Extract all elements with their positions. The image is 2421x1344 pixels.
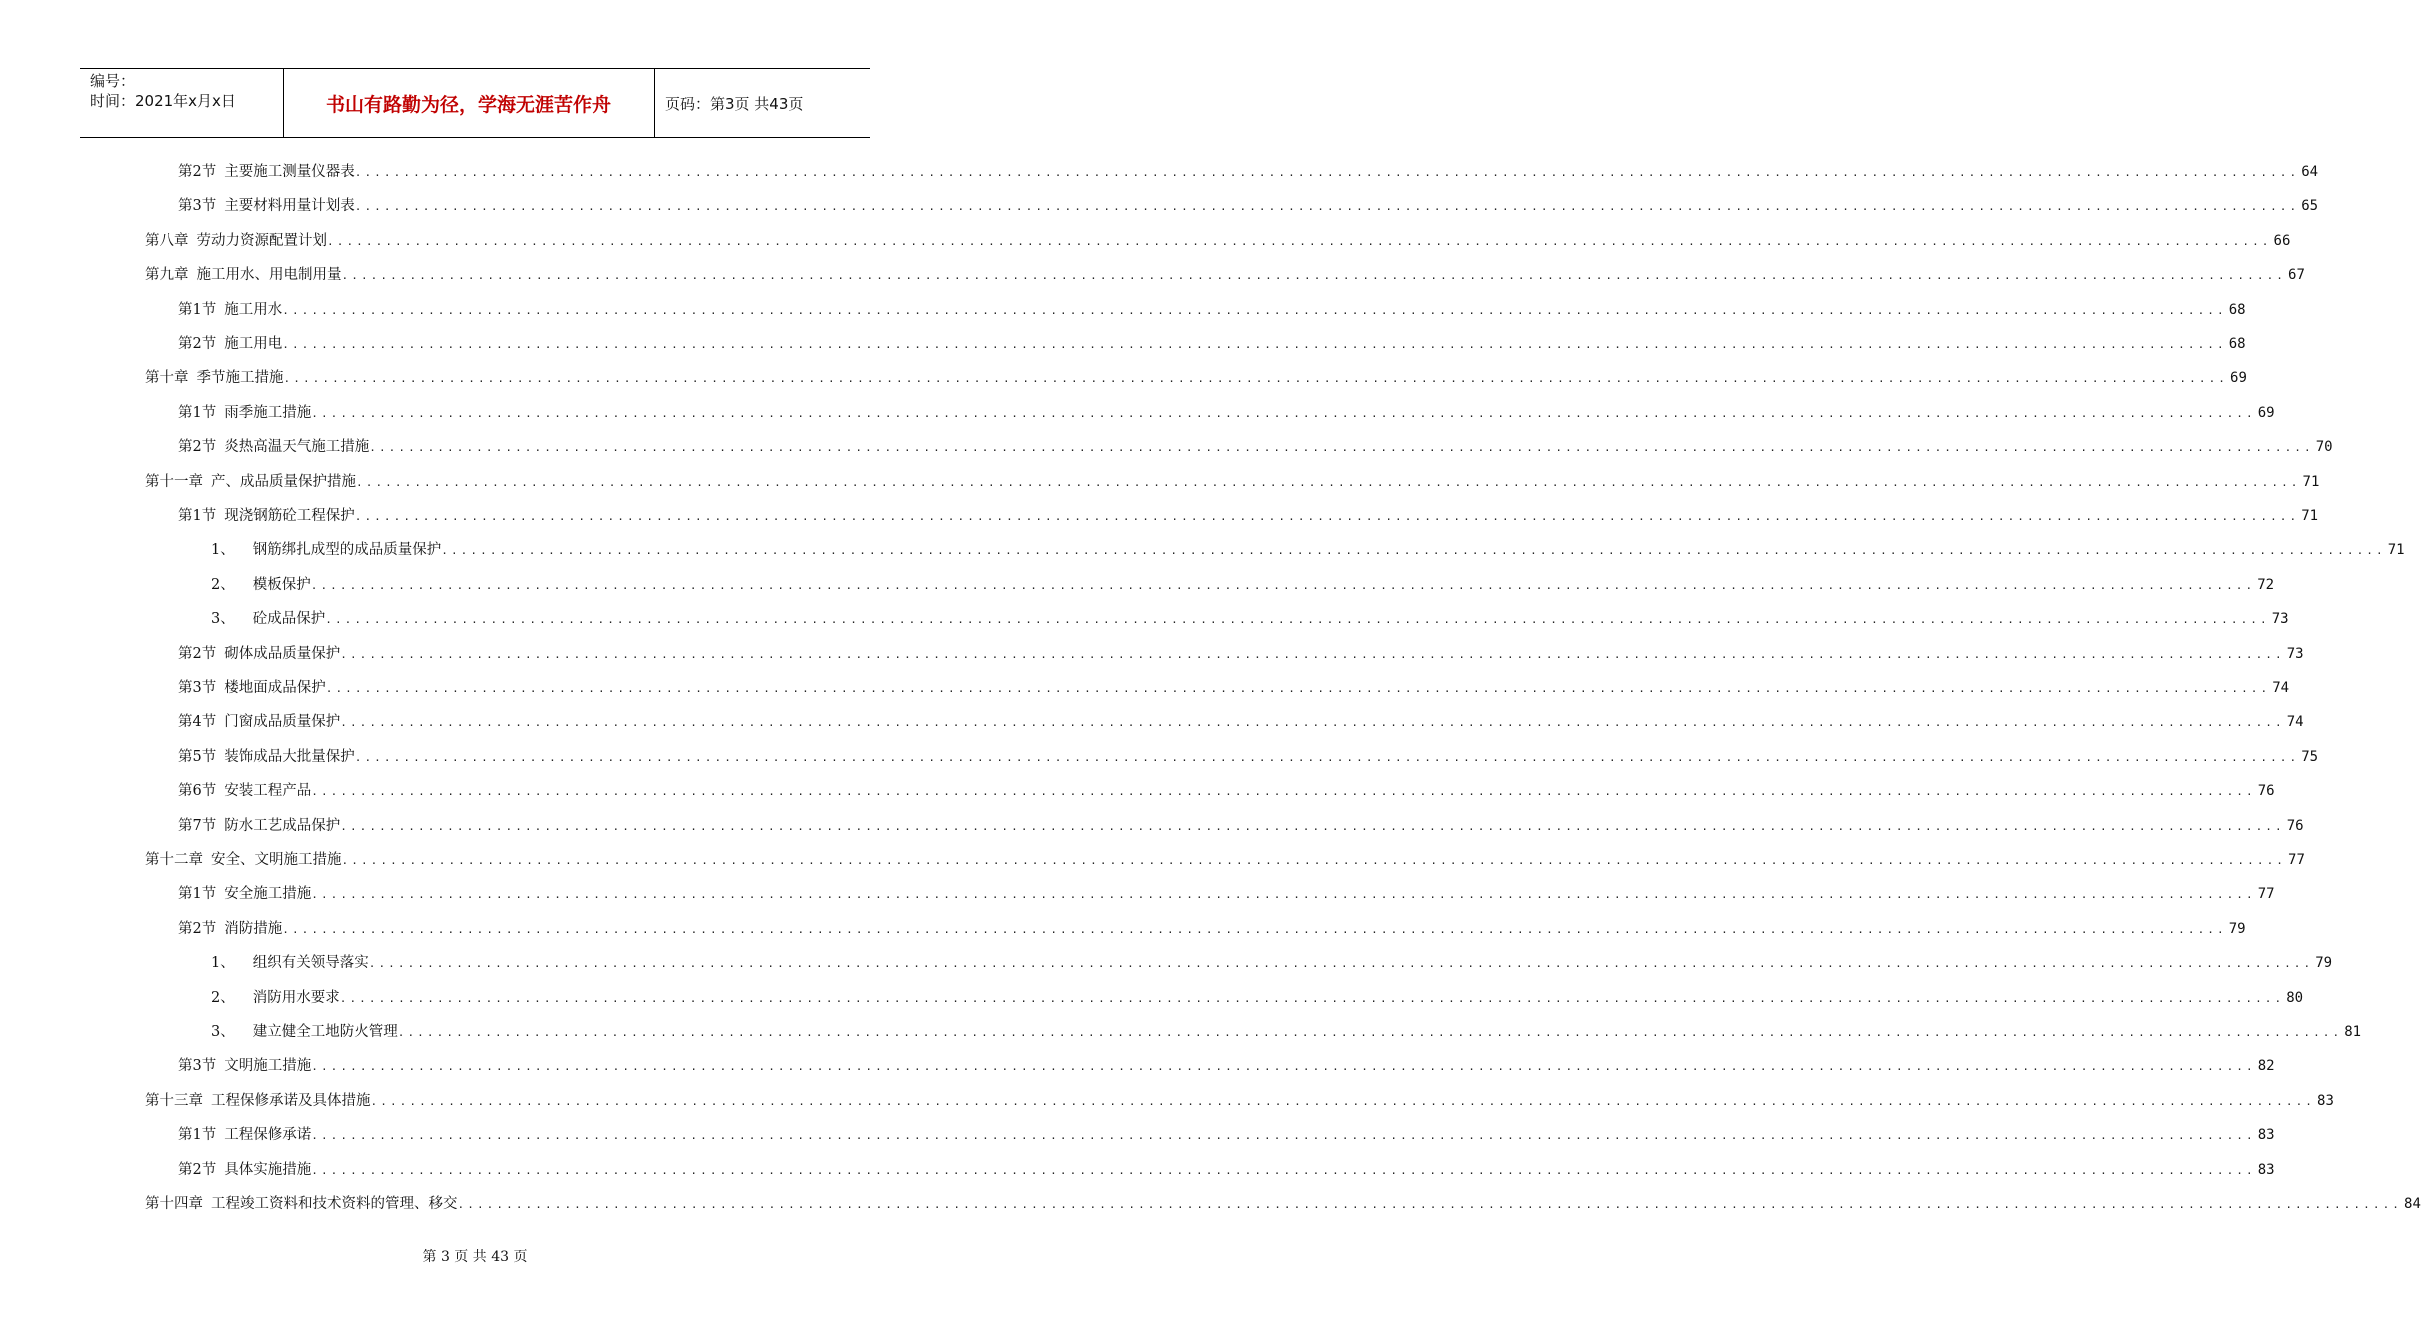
toc-dot-leader: ........................................................................................................................................................................................................ (341, 269, 2287, 283)
toc-entry-title: 消防措施 (224, 920, 283, 937)
toc-entry[interactable] (178, 1056, 2275, 1076)
toc-dot-leader: ........................................................................................................................................................................................................ (354, 166, 2300, 179)
toc-dot-leader: ........................................................................................................................................................................................................ (368, 957, 2314, 971)
toc-entry-page: 82 (2257, 1058, 2275, 1075)
toc-entry-title: 劳动力资源配置计划 (196, 232, 327, 249)
toc-entry-page: 71 (2302, 473, 2320, 490)
toc-entry[interactable] (178, 781, 2275, 801)
toc-dot-leader: ........................................................................................................................................................................................................ (341, 854, 2287, 867)
toc-entry[interactable] (178, 1160, 2275, 1180)
toc-entry-title: 季节施工措施 (196, 370, 284, 387)
toc-entry-page: 68 (2228, 301, 2246, 318)
toc-entry-page: 77 (2288, 852, 2305, 868)
toc-entry[interactable] (145, 265, 2305, 285)
number-label: 编号： (90, 72, 136, 90)
toc-entry-number: 第1节 (178, 508, 217, 524)
toc-entry-title: 施工用水、用电制用量 (196, 267, 342, 284)
toc-entry-page: 64 (2301, 164, 2319, 180)
toc-entry[interactable] (178, 506, 2319, 526)
toc-entry-number: 第十二章 (145, 852, 203, 868)
toc-entry[interactable] (145, 472, 2320, 492)
toc-dot-leader: ........................................................................................................................................................................................................ (311, 1129, 2256, 1143)
toc-entry-label (178, 781, 311, 801)
toc-entry-title: 安装工程产品 (224, 783, 312, 800)
toc-entry-number: 第1节 (178, 301, 217, 318)
toc-entry-page: 75 (2301, 748, 2319, 765)
toc-entry-page: 73 (2286, 645, 2304, 662)
toc-entry[interactable] (145, 1194, 2421, 1214)
toc-entry-number: 第3节 (178, 680, 217, 696)
toc-entry-title: 防水工艺成品保护 (224, 817, 341, 834)
toc-dot-leader: ........................................................................................................................................................................................................ (282, 922, 2227, 936)
toc-dot-leader: ........................................................................................................................................................................................................ (283, 372, 2229, 386)
toc-entry[interactable] (178, 919, 2246, 939)
toc-entry-label (178, 747, 355, 767)
toc-entry-page: 71 (2301, 508, 2319, 524)
toc-entry-title: 工程竣工资料和技术资料的管理、移交 (211, 1196, 458, 1212)
toc-dot-leader: ........................................................................................................................................................................................................ (441, 544, 2386, 558)
toc-dot-leader: ........................................................................................................................................................................................................ (354, 510, 2300, 523)
toc-entry-title: 砌体成品质量保护 (224, 645, 341, 662)
toc-entry-number: 1、 (211, 955, 235, 972)
toc-dot-leader: ........................................................................................................................................................................................................ (282, 303, 2227, 317)
toc-entry-number: 第7节 (178, 817, 217, 834)
toc-entry-number: 3、 (211, 611, 235, 628)
toc-entry-number: 2、 (211, 989, 235, 1006)
toc-entry-number: 第十一章 (145, 473, 203, 490)
toc-dot-leader: ........................................................................................................................................................................................................ (325, 682, 2271, 695)
page-footer: 第 3 页 共 43 页 (422, 1249, 528, 1265)
header-motto: 书山有路勤为径，学海无涯苦作舟 (283, 69, 655, 137)
toc-entry-title: 炎热高温天气施工措施 (224, 439, 370, 456)
toc-entry-title: 具体实施措施 (224, 1161, 312, 1178)
toc-entry-page: 73 (2271, 611, 2289, 628)
toc-entry[interactable] (178, 712, 2304, 732)
toc-entry-number: 第2节 (178, 645, 217, 662)
toc-entry-number: 第1节 (178, 404, 217, 421)
toc-entry[interactable] (211, 575, 2275, 595)
toc-dot-leader: ........................................................................................................................................................................................................ (397, 1026, 2343, 1039)
toc-entry-title: 消防用水要求 (252, 989, 340, 1006)
toc-dot-leader: ........................................................................................................................................................................................................ (354, 200, 2300, 214)
toc-dot-leader: ........................................................................................................................................................................................................ (340, 716, 2285, 730)
toc-entry-label (178, 919, 282, 939)
toc-entry-page: 74 (2272, 680, 2290, 696)
toc-entry-number: 3、 (211, 1024, 235, 1040)
toc-entry-page: 80 (2286, 989, 2304, 1006)
toc-entry-title: 楼地面成品保护 (224, 680, 326, 696)
toc-entry-number: 第2节 (178, 164, 217, 180)
toc-entry[interactable] (145, 850, 2305, 870)
toc-entry-number: 第十章 (145, 370, 189, 387)
toc-entry-number: 第2节 (178, 1161, 217, 1178)
toc-entry[interactable] (178, 644, 2304, 664)
toc-entry[interactable] (178, 403, 2275, 423)
toc-entry-number: 第2节 (178, 920, 217, 937)
toc-entry[interactable] (178, 196, 2319, 216)
toc-entry-title: 工程保修承诺 (224, 1127, 312, 1144)
toc-entry[interactable] (178, 884, 2275, 904)
toc-entry[interactable] (178, 300, 2246, 320)
toc-dot-leader: ........................................................................................................................................................................................................ (356, 475, 2301, 489)
toc-entry-number: 第2节 (178, 439, 217, 456)
toc-entry-label (211, 953, 369, 973)
toc-entry-number: 第2节 (178, 336, 217, 352)
toc-entry-number: 第4节 (178, 714, 217, 731)
toc-entry-label (145, 265, 342, 285)
toc-entry-page: 81 (2344, 1024, 2362, 1040)
toc-entry[interactable] (145, 368, 2247, 388)
toc-entry[interactable] (211, 540, 2405, 560)
toc-entry-number: 第1节 (178, 886, 217, 903)
toc-entry-label (178, 712, 340, 732)
toc-entry-number: 第八章 (145, 232, 189, 249)
toc-entry-number: 第九章 (145, 267, 189, 284)
toc-entry[interactable] (145, 231, 2291, 251)
toc-entry-title: 主要施工测量仪器表 (224, 164, 355, 180)
toc-entry[interactable] (211, 988, 2304, 1008)
toc-entry-title: 雨季施工措施 (224, 404, 312, 421)
toc-entry-title: 施工用电 (224, 336, 283, 352)
toc-dot-leader: ........................................................................................................................................................................................................ (311, 1060, 2256, 1074)
toc-entry-title: 主要材料用量计划表 (224, 198, 355, 215)
toc-entry-label (178, 678, 326, 698)
toc-entry-title: 砼成品保护 (252, 611, 326, 628)
toc-dot-leader: ........................................................................................................................................................................................................ (340, 647, 2285, 661)
toc-entry-number: 2、 (211, 576, 235, 593)
toc-entry-label (211, 575, 311, 595)
toc-entry-label (145, 472, 356, 492)
toc-entry-title: 门窗成品质量保护 (224, 714, 341, 731)
toc-entry-number: 1、 (211, 542, 235, 559)
toc-entry-title: 钢筋绑扎成型的成品质量保护 (252, 542, 442, 559)
toc-entry-label (211, 540, 441, 560)
toc-entry-page: 77 (2257, 886, 2275, 903)
toc-entry-label (145, 368, 284, 388)
toc-entry-page: 83 (2257, 1127, 2275, 1144)
toc-dot-leader: ........................................................................................................................................................................................................ (327, 234, 2272, 248)
toc-entry-number: 第1节 (178, 1127, 217, 1144)
toc-entry-title: 安全施工措施 (224, 886, 312, 903)
toc-entry-label (178, 1056, 311, 1076)
toc-entry-title: 组织有关领导落实 (252, 955, 369, 972)
toc-entry-number: 第十四章 (145, 1196, 203, 1212)
toc-entry-number: 第6节 (178, 783, 217, 800)
toc-entry-title: 工程保修承诺及具体措施 (211, 1092, 371, 1109)
toc-entry-page: 69 (2230, 370, 2247, 387)
toc-entry-page: 76 (2286, 817, 2304, 834)
date-label: 时间：2021年x月x日 (90, 92, 236, 110)
toc-entry-label (211, 988, 340, 1008)
toc-entry-label (145, 1091, 371, 1111)
toc-entry-page: 70 (2315, 439, 2333, 456)
toc-dot-leader: ........................................................................................................................................................................................................ (457, 1198, 2403, 1211)
toc-entry-label (178, 437, 369, 457)
toc-dot-leader: ........................................................................................................................................................................................................ (340, 819, 2285, 833)
toc-entry-label (211, 1022, 398, 1042)
toc-entry-page: 83 (2317, 1092, 2334, 1109)
toc-entry-page: 83 (2257, 1161, 2275, 1178)
toc-entry-label (178, 196, 355, 216)
toc-entry-title: 安全、文明施工措施 (211, 852, 342, 868)
toc-entry[interactable] (178, 334, 2246, 354)
toc-entry-label (178, 334, 282, 354)
toc-dot-leader: ........................................................................................................................................................................................................ (339, 991, 2285, 1005)
toc-entry-label (178, 162, 355, 182)
toc-entry-title: 现浇钢筋砼工程保护 (224, 508, 355, 524)
toc-entry-label (178, 1125, 311, 1145)
toc-entry-number: 第十三章 (145, 1092, 203, 1109)
toc-entry[interactable] (211, 609, 2289, 629)
toc-entry-page: 65 (2301, 198, 2319, 215)
toc-dot-leader: ........................................................................................................................................................................................................ (311, 785, 2256, 799)
header-page-info: 页码：第3页 共43页 (665, 94, 804, 113)
toc-entry-title: 装饰成品大批量保护 (224, 748, 355, 765)
toc-dot-leader: ........................................................................................................................................................................................................ (325, 613, 2270, 627)
toc-entry-page: 79 (2228, 920, 2246, 937)
toc-entry-label (178, 816, 340, 836)
toc-entry-page: 69 (2257, 404, 2275, 421)
toc-dot-leader: ........................................................................................................................................................................................................ (370, 1094, 2316, 1108)
toc-entry-label (178, 300, 282, 320)
toc-entry-page: 66 (2273, 232, 2291, 249)
toc-entry[interactable] (145, 1091, 2334, 1111)
toc-entry-page: 84 (2404, 1196, 2421, 1212)
toc-entry-label (178, 884, 311, 904)
toc-entry-page: 68 (2228, 336, 2246, 352)
toc-entry-page: 67 (2288, 267, 2305, 284)
toc-entry-number: 第5节 (178, 748, 217, 765)
toc-entry-page: 71 (2387, 542, 2405, 559)
toc-entry-label (178, 403, 311, 423)
toc-entry[interactable] (178, 162, 2319, 182)
toc-entry[interactable] (178, 1125, 2275, 1145)
toc-entry-page: 76 (2257, 783, 2275, 800)
toc-entry-page: 79 (2315, 955, 2333, 972)
toc-entry-number: 第3节 (178, 198, 217, 215)
toc-entry-title: 施工用水 (224, 301, 283, 318)
toc-entry-number: 第3节 (178, 1058, 217, 1075)
toc-entry-page: 72 (2257, 576, 2275, 593)
toc-entry-label (178, 644, 340, 664)
toc-entry-label (178, 506, 355, 526)
toc-entry[interactable] (211, 953, 2333, 973)
toc-entry-label (145, 231, 327, 251)
toc-entry[interactable] (178, 437, 2333, 457)
toc-entry[interactable] (178, 747, 2319, 767)
toc-entry-title: 产、成品质量保护措施 (211, 473, 356, 490)
toc-entry[interactable] (178, 678, 2290, 698)
toc-dot-leader: ........................................................................................................................................................................................................ (282, 338, 2227, 351)
toc-entry[interactable] (211, 1022, 2362, 1042)
toc-entry-label (178, 1160, 311, 1180)
toc-entry-title: 文明施工措施 (224, 1058, 312, 1075)
toc-entry[interactable] (178, 816, 2304, 836)
toc-dot-leader: ........................................................................................................................................................................................................ (311, 1163, 2256, 1177)
toc-dot-leader: ........................................................................................................................................................................................................ (311, 406, 2256, 420)
toc-dot-leader: ........................................................................................................................................................................................................ (311, 888, 2256, 902)
toc-dot-leader: ........................................................................................................................................................................................................ (369, 441, 2314, 455)
toc-entry-page: 74 (2286, 714, 2304, 731)
toc-entry-title: 建立健全工地防火管理 (252, 1024, 398, 1040)
toc-entry-label (211, 609, 325, 629)
toc-entry-title: 模板保护 (252, 576, 311, 593)
toc-dot-leader: ........................................................................................................................................................................................................ (354, 750, 2300, 764)
toc-entry-label (145, 850, 342, 870)
toc-dot-leader: ........................................................................................................................................................................................................ (310, 578, 2256, 592)
toc-entry-label (145, 1194, 458, 1214)
